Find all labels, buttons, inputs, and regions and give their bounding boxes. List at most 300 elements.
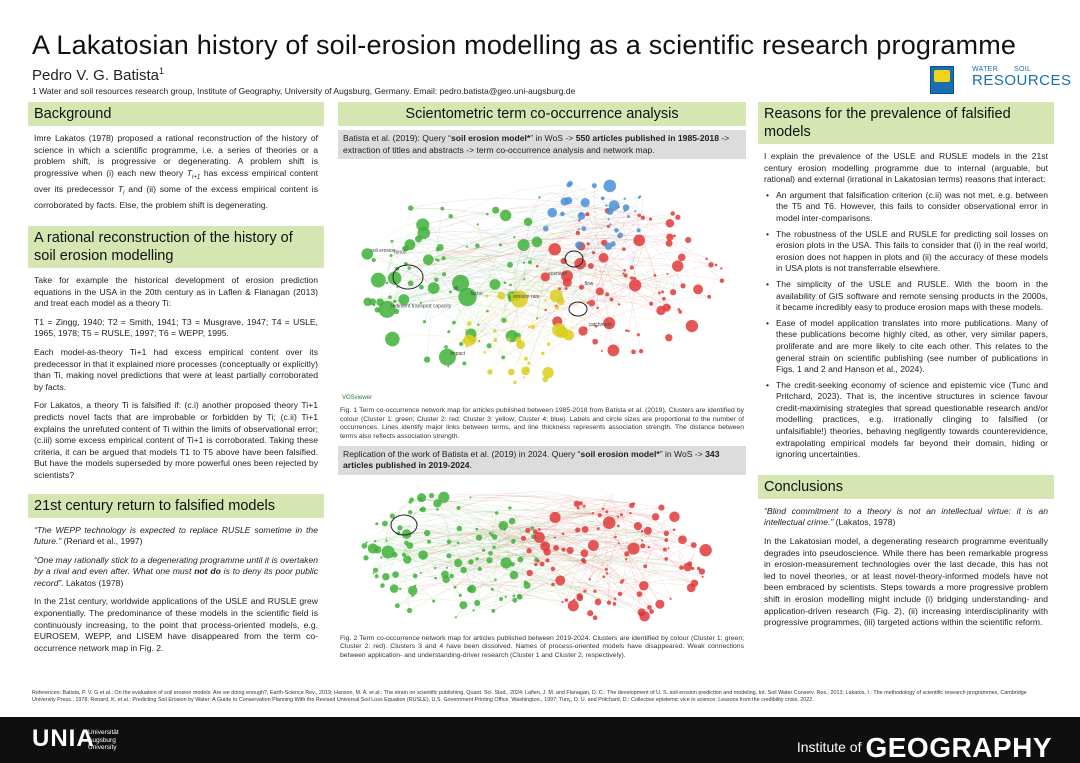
network-node [527, 570, 533, 576]
network-node [578, 327, 587, 336]
network-node [446, 553, 451, 558]
network-node [630, 266, 634, 270]
network-node [392, 552, 398, 558]
network-node [633, 277, 636, 280]
network-node [544, 309, 546, 311]
network-node [427, 540, 431, 544]
network-node [526, 548, 531, 553]
water-soil-resources-logo [972, 66, 1072, 89]
network-node [658, 292, 661, 295]
network-node [617, 515, 619, 517]
quote-lakatos-a: “One may rationally stick to a degenerating programme until it is overtaken by a rival and even after. What one must [34, 554, 318, 577]
network-node [647, 605, 652, 610]
network-node [668, 547, 670, 549]
network-node [477, 223, 479, 225]
network-node [434, 567, 436, 569]
network-term-label: impact [450, 351, 466, 358]
network-node [592, 512, 594, 514]
recon-p4: For Lakatos, a theory Ti is falsified if: (c.i) another proposed theory Ti+1 predicts novel facts that are improbable or forbidden by Ti; (c.ii) Ti+1 explains the unrefuted content of Ti within the limits of observational error; (c.iii) some excess empirical content of Ti+1 is corroborated. Taking these criteria, it can be argued that models T1 to T5 above have been falsified. But have the models superseded by more powerful ones been rejected by scientists? [34, 400, 318, 480]
network-node [457, 541, 460, 544]
author-name: Pedro V. G. Batista [32, 67, 160, 84]
network-node [423, 320, 426, 323]
network-node [465, 329, 467, 331]
network-node [493, 338, 497, 342]
network-node [624, 198, 626, 200]
network-node [605, 510, 608, 513]
network-node [468, 559, 473, 564]
network-node [588, 263, 594, 269]
network-node [604, 180, 617, 193]
network-node [544, 299, 546, 301]
network-node [472, 609, 474, 611]
network-node [593, 615, 598, 620]
network-node [680, 283, 685, 288]
reason-item: • Ease of model application translates into more publications. Many of these publications become highly cited, as other, very similar papers, proliferate and are more likely to cite each other. This relates to the general strain on scientific publishing (see number of publications in Figs. 1 and 2 and Hanson et al., 2024). [764, 318, 1048, 376]
network-node [459, 342, 463, 346]
network-node [512, 597, 517, 602]
network-node [575, 242, 582, 249]
network-node [664, 557, 668, 561]
network-node [500, 210, 511, 221]
network-node [617, 524, 620, 527]
network-node [601, 350, 603, 352]
network-node [579, 285, 584, 290]
network-node [624, 551, 629, 556]
network-node [408, 510, 412, 514]
network-node [581, 549, 589, 557]
network-node [588, 300, 595, 307]
network-node [605, 293, 609, 297]
network-node [485, 295, 488, 298]
network-node [627, 215, 630, 218]
return21-heading: 21st century return to falsified models [28, 494, 324, 518]
bg-t1: T [186, 167, 193, 178]
network-node [538, 528, 541, 531]
network-node [656, 306, 665, 315]
network-node [577, 506, 580, 509]
network-node [403, 555, 411, 563]
network-node [578, 219, 581, 222]
network-node [556, 326, 568, 338]
network-node [587, 302, 589, 304]
network-node [665, 334, 672, 341]
network-node [595, 598, 602, 605]
network-node [687, 561, 692, 566]
network-node [505, 320, 507, 322]
network-term-label: flow [584, 281, 594, 288]
network-node [565, 598, 569, 602]
network-node [702, 576, 704, 578]
network-node [581, 226, 586, 231]
network-node [614, 536, 617, 539]
bg-p1-c: and (ii) some of the excess empirical content is corroborated by facts. Else, the problem shift is degenerating. [34, 184, 318, 211]
network-node [517, 594, 522, 599]
network-node [449, 573, 454, 578]
network-node [550, 512, 561, 523]
author-sup: 1 [159, 66, 165, 76]
network-node [467, 586, 473, 592]
university-logo: UNIA [32, 725, 95, 752]
references: References: Batista, P. V. G et al.: On the evaluation of soil erosion models: Are we doing enough?, Earth-Science Rev., 2019; Hanson, M. A. et al.: The strain on scientific publishing, Quant. Sci. Stud., 2024; Laflen, J. M. and Flanagan, D. C.: The development of U. S. soil erosion prediction and modeling, Int. Soil Water Conserv. Res., 2013; Lakatos, I.: The methodology of scientific research programmes, Cambridge University Press., 1978; Renard, K. et al.: Predicting Soil Erosion by Water: A Guide to Conservation Planning With the Revised Universal Soil Loss Equation (RUSLE), U.S. Government Printing Office, Washington., 1997; Tunç, D. U. and Pritchard, D.: Collective epistemic vice in science: Lessons from the credibility crisis, 2022. [32, 690, 1027, 704]
network-node [434, 278, 438, 282]
network-node [637, 229, 641, 233]
network-node [654, 274, 657, 277]
network-node [490, 533, 493, 536]
network-node [492, 545, 495, 548]
network-node [618, 542, 620, 544]
network-link [639, 196, 643, 231]
logo-soil-text: SOIL [1014, 66, 1032, 73]
network-node [578, 228, 580, 230]
network-node [404, 239, 415, 250]
network-node [454, 559, 462, 567]
network-node [452, 321, 456, 325]
network-node [691, 542, 697, 548]
network-node [618, 591, 622, 595]
network-map-fig1 [338, 159, 746, 407]
network-node [434, 577, 437, 580]
network-node [638, 214, 641, 217]
network-node [644, 526, 652, 534]
network-node [419, 285, 424, 290]
network-node [705, 258, 707, 260]
network-map-2-svg [338, 475, 746, 635]
network-node [641, 216, 645, 220]
network-node [587, 610, 593, 616]
reasons-heading: Reasons for the prevalence of falsified models [758, 102, 1054, 144]
network-node [691, 585, 693, 587]
reasons-intro-wrap [758, 151, 1054, 186]
network-node [385, 539, 387, 541]
network-node [664, 530, 669, 535]
network-node [476, 534, 482, 540]
network-node [386, 282, 389, 285]
quote-lakatos-bold: not do [194, 566, 221, 577]
network-node [448, 214, 453, 219]
network-node [608, 218, 610, 220]
network-node [609, 200, 620, 211]
network-node [411, 594, 414, 597]
network-node [362, 543, 368, 549]
network-node [380, 583, 385, 588]
network-term-label: soil erosion [370, 248, 396, 255]
network-node [589, 578, 591, 580]
network-node [686, 320, 698, 332]
network-node [655, 599, 664, 608]
network-node [609, 223, 611, 225]
network-node [513, 236, 515, 238]
reconstruction-text [28, 275, 324, 482]
network-node [622, 247, 626, 251]
network-node [513, 381, 516, 384]
network-node [628, 330, 630, 332]
quote-renard: “The WEPP technology is expected to replace RUSLE sometime in the future.” [34, 524, 318, 547]
network-node [566, 183, 571, 188]
network-node [368, 543, 378, 553]
network-node [648, 546, 651, 549]
network-term-label: factor [470, 291, 484, 298]
network-node [466, 246, 468, 248]
network-node [631, 350, 636, 355]
network-node [455, 616, 457, 618]
network-node [554, 536, 556, 538]
network-node [459, 601, 467, 609]
network-node [618, 303, 620, 305]
network-node [382, 520, 388, 526]
reasons-list [758, 190, 1054, 461]
network-node [492, 207, 499, 214]
bg-p1-a: Imre Lakatos (1978) proposed a rational reconstruction of the history of science in which a scientific programme, i.e. a series of theories or a problem shift, is progressive or degenerating. A problem shift is progressive when (i) each new theory [34, 133, 318, 178]
network-node [469, 496, 471, 498]
network-node [392, 571, 399, 578]
network-node [424, 530, 430, 536]
network-node [581, 198, 590, 207]
box1-a: Batista et al. (2019): Query “ [343, 133, 451, 143]
background-text [28, 133, 324, 212]
network-node [483, 351, 486, 354]
network-node [597, 527, 600, 530]
network-node [504, 528, 506, 530]
network-node [499, 244, 502, 247]
network-node [540, 561, 545, 566]
network-node [643, 564, 647, 568]
network-node [629, 279, 641, 291]
network-node [666, 234, 673, 241]
network-node [625, 329, 628, 332]
network-node [685, 237, 691, 243]
network-node [447, 366, 449, 368]
network-node [592, 183, 597, 188]
network-node [446, 567, 448, 569]
network-node [449, 291, 452, 294]
reason-item: • The simplicity of the USLE and RUSLE. With the boom in the availability of GIS software and remote sensing products in the 2000s, it became incredibly easy to produce erosion maps with these models. [764, 279, 1048, 314]
quote-lakatos-c: is to deny its poor public record”. [34, 566, 318, 588]
box2-c: ” in WoS -> [659, 448, 706, 459]
network-node [678, 254, 686, 262]
network-node [679, 565, 683, 569]
network-term-label: sediment transport capacity [390, 303, 452, 310]
network-node [536, 265, 539, 268]
network-node [547, 343, 550, 346]
network-node [523, 278, 525, 280]
network-node [603, 516, 616, 529]
box1-query: soil erosion model* [450, 133, 531, 143]
network-node [424, 357, 430, 363]
network-node [404, 540, 409, 545]
network-node [667, 273, 669, 275]
network-node [505, 596, 507, 598]
reason-item: • An argument that falsification criterion (c.ii) was not met, e.g. between the T5 and T6. However, this fails to consider observational error in model inter-comparisons. [764, 190, 1048, 225]
network-node [605, 204, 607, 206]
network-node [501, 318, 506, 323]
network-node [565, 287, 568, 290]
institute-geography: GEOGRAPHY [865, 732, 1052, 763]
network-node [513, 594, 516, 597]
network-node [610, 298, 614, 302]
network-node [593, 589, 596, 592]
network-node [497, 292, 505, 300]
network-node [624, 274, 628, 278]
network-node [524, 580, 528, 584]
network-node [420, 572, 422, 574]
network-node [574, 258, 586, 270]
network-node [715, 264, 718, 267]
network-node [408, 281, 414, 287]
network-node [596, 307, 599, 310]
network-node [641, 539, 643, 541]
right-column [758, 102, 1054, 629]
network-node [435, 259, 437, 261]
network-node [641, 530, 644, 533]
quote-renard-source: (Renard et al., 1997) [63, 536, 143, 547]
network-node [509, 517, 516, 524]
middle-column [338, 102, 746, 661]
network-node [582, 560, 586, 564]
network-node [672, 261, 683, 272]
network-node [605, 568, 608, 571]
network-node [508, 369, 515, 376]
background-heading: Background [28, 102, 324, 126]
fig2-caption: Fig. 2 Term co-occurrence network map for articles published between 2019-2024. Clusters are identified by colour (Cluster 1: green; Cluster 2: red). Clusters 3 and 4 have been dissolved. Names of process-oriented models have disappeared. Weak connections between application- and understanding-driver research (Cluster 1 and Cluster 2, respectively). [340, 634, 744, 659]
network-node [477, 324, 479, 326]
network-term-label: catchment [588, 322, 612, 329]
network-node [586, 242, 589, 245]
university-name: Universität Augsburg University [88, 729, 119, 751]
network-node [486, 310, 489, 313]
recon-p2: T1 = Zingg, 1940; T2 = Smith, 1941; T3 = Musgrave, 1947; T4 = USLE, 1965, 1978; T5 = RUSLE, 1997; T6 = WEPP, 1995. [34, 316, 318, 339]
network-node [628, 542, 640, 554]
network-map-fig2 [338, 475, 746, 635]
network-node [663, 547, 667, 551]
network-node [397, 525, 402, 530]
scientometric-heading: Scientometric term co-occurrence analysis [338, 102, 746, 126]
fig1-caption: Fig. 1 Term co-occurrence network map for articles published between 1985-2018 from Batista et al. (2019). Clusters are identified by colour (Cluster 1: green; Cluster 2: red; Cluster 3: yellow; Cluster 4: blue). Labels and circle sizes are proportional to the number of occurrences. Lines identify major links between terms, and line thickness represents association strength. The distance between terms also reflects association strength. [340, 407, 744, 440]
network-node [639, 581, 648, 590]
network-node [614, 597, 617, 600]
network-node [562, 532, 565, 535]
box2-count: 343 articles published in 2019-2024 [343, 448, 720, 471]
network-node [633, 235, 645, 247]
network-node [373, 567, 378, 572]
return21-text [28, 525, 324, 655]
network-node [561, 547, 565, 551]
box2-query: soil erosion model* [580, 448, 660, 459]
network-node [532, 237, 543, 248]
network-node [582, 526, 589, 533]
network-node [560, 212, 565, 217]
network-node [499, 521, 509, 531]
network-node [457, 525, 463, 531]
network-node [629, 503, 634, 508]
network-node [454, 585, 457, 588]
affiliation: 1 Water and soil resources research group, Institute of Geography, University of Augsburg, Germany. Email: pedro.batista@geo.uni-augsburg.de [32, 86, 576, 96]
network-node [527, 368, 529, 370]
network-node [418, 550, 428, 560]
network-node [509, 284, 512, 287]
network-node [444, 345, 448, 349]
network-node [617, 236, 619, 238]
network-node [374, 540, 376, 542]
network-node [634, 210, 636, 212]
network-node [707, 295, 711, 299]
reconstruction-heading: A rational reconstruction of the history of soil erosion modelling [28, 226, 324, 268]
bg-p1-b: has excess empirical content over its predecessor [34, 167, 318, 195]
network-node [649, 609, 654, 614]
bg-t1-sub: i+1 [192, 174, 201, 181]
network-node [599, 253, 609, 263]
network-node [541, 352, 544, 355]
network-node [413, 573, 418, 578]
network-node [382, 573, 390, 581]
network-node [607, 225, 610, 228]
network-node [606, 572, 608, 574]
network-node [596, 288, 604, 296]
box2-e: . [469, 460, 472, 471]
network-node [432, 599, 435, 602]
network-node [678, 308, 681, 311]
network-node [415, 236, 422, 243]
footer-bar [0, 717, 1080, 763]
network-node [407, 267, 410, 270]
network-node [447, 539, 452, 544]
network-node [408, 586, 418, 596]
network-node [543, 548, 550, 555]
network-node [487, 343, 492, 348]
network-node [491, 588, 494, 591]
network-node [422, 555, 424, 557]
network-node [390, 240, 393, 243]
network-node [466, 345, 469, 348]
network-node [534, 563, 538, 567]
network-link [489, 346, 511, 373]
network-node [547, 208, 557, 218]
network-node [373, 572, 375, 574]
network-term-label: rill [453, 286, 459, 293]
network-node [537, 559, 540, 562]
network-node [474, 600, 480, 606]
network-node [429, 493, 434, 498]
network-node [523, 377, 525, 379]
network-node [536, 318, 538, 320]
network-node [375, 522, 378, 525]
network-node [518, 239, 530, 251]
network-node [613, 602, 617, 606]
reasons-intro: I explain the prevalence of the USLE and RUSLE models in the 21st century erosion modelling programme due to internal (arguable, but rational) and external (irrational in Lakatosian terms) reasons that interact: [764, 151, 1048, 185]
network-node [620, 580, 623, 583]
network-node [664, 538, 668, 542]
network-node [675, 215, 680, 220]
research-group-logo [930, 66, 954, 94]
network-node [390, 584, 399, 593]
network-node [442, 575, 449, 582]
network-node [527, 362, 530, 365]
box2-a: Replication of the work of Batista et al. (2019) in 2024. Query “ [343, 448, 581, 459]
network-node [614, 228, 619, 233]
network-node [670, 597, 672, 599]
network-node [620, 513, 623, 516]
author [32, 66, 164, 84]
network-node [371, 273, 386, 288]
vosviewer-badge: VOSviewer [342, 395, 373, 402]
network-node [528, 326, 531, 329]
network-node [625, 558, 627, 560]
network-node [602, 575, 605, 578]
network-node [467, 321, 472, 326]
recon-p1: Take for example the historical development of erosion prediction equations in the USA in the 20th century as in Laflen & Flanagan (2013) and treat each model as a theory Ti: [34, 275, 318, 309]
network-node [447, 330, 450, 333]
network-node [697, 566, 700, 569]
network-node [538, 196, 540, 198]
